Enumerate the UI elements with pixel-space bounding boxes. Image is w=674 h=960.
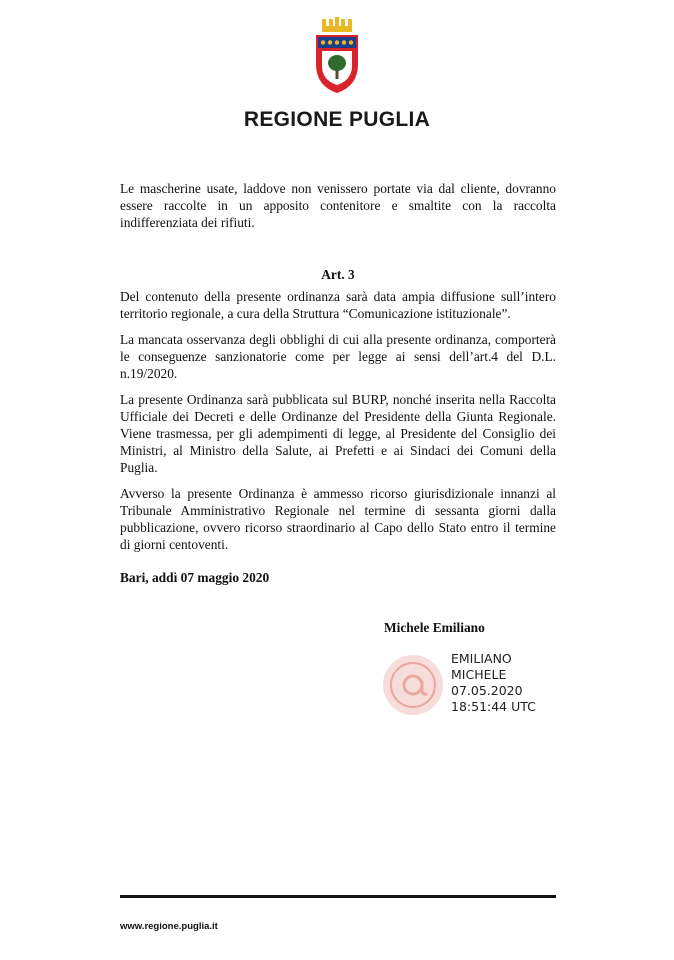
signer-name: Michele Emiliano (384, 620, 485, 635)
region-title: REGIONE PUGLIA (243, 108, 431, 131)
article-heading: Art. 3 (321, 267, 355, 282)
crest-dot (328, 40, 332, 44)
footer-divider (120, 895, 556, 898)
paragraph-appeal: Avverso la presente Ordinanza è ammesso ricorso giurisdizionale innanzi al Tribunale Amministrativo Regionale nel termine di sessanta giorni dalla pubblicazione, ovvero ricorso straordinario al Capo dello Stato entro il termine di giorni centoventi. (120, 486, 556, 552)
document-body (120, 180, 556, 562)
paragraph-publication: La presente Ordinanza sarà pubblicata sul BURP, nonché inserita nella Raccolta Ufficiale dei Decreti e delle Ordinanze del Presidente della Giunta Regionale. Viene trasmessa, per gli adempimenti di legge, al Presidente del Consiglio dei Ministri, al Ministro della Salute, ai Prefetti e ai Sindaci dei Comuni della Puglia. (120, 392, 556, 475)
crest-dot (342, 40, 346, 44)
crest-crown-tower (348, 19, 352, 27)
crest-dot (321, 40, 325, 44)
crest-crown-tower (329, 19, 333, 27)
crest-tree-crown (328, 55, 346, 71)
signature-date: 07.05.2020 (451, 683, 523, 698)
signature-time: 18:51:44 UTC (451, 699, 536, 714)
signature-surname: EMILIANO (451, 651, 512, 666)
regione-puglia-crest-icon (313, 16, 361, 94)
place-date: Bari, addì 07 maggio 2020 (120, 570, 270, 585)
digital-signature-seal-icon (381, 653, 445, 717)
crest-crown-tower (322, 19, 326, 27)
signature-given-name: MICHELE (451, 667, 507, 682)
paragraph-masks: Le mascherine usate, laddove non venissero portate via dal cliente, dovranno essere raccolte in un apposito contenitore e smaltite con la raccolta indifferenziata dei rifiuti. (120, 181, 556, 230)
crest-dot (349, 40, 353, 44)
signature-info (451, 651, 536, 715)
paragraph-sanctions: La mancata osservanza degli obblighi di cui alla presente ordinanza, comporterà le conseguenze sanzionatorie come per legge ai sensi dell’art.4 del D.L. n.19/2020. (120, 332, 556, 381)
paragraph-diffusion: Del contenuto della presente ordinanza sarà data ampia diffusione sull’intero territorio regionale, a cura della Struttura “Comunicazione istituzionale”. (120, 289, 556, 321)
crest-crown-tower (341, 19, 345, 27)
crest-dot (335, 40, 339, 44)
footer-website: www.regione.puglia.it (120, 921, 218, 932)
crest-crown-tower (335, 17, 339, 27)
